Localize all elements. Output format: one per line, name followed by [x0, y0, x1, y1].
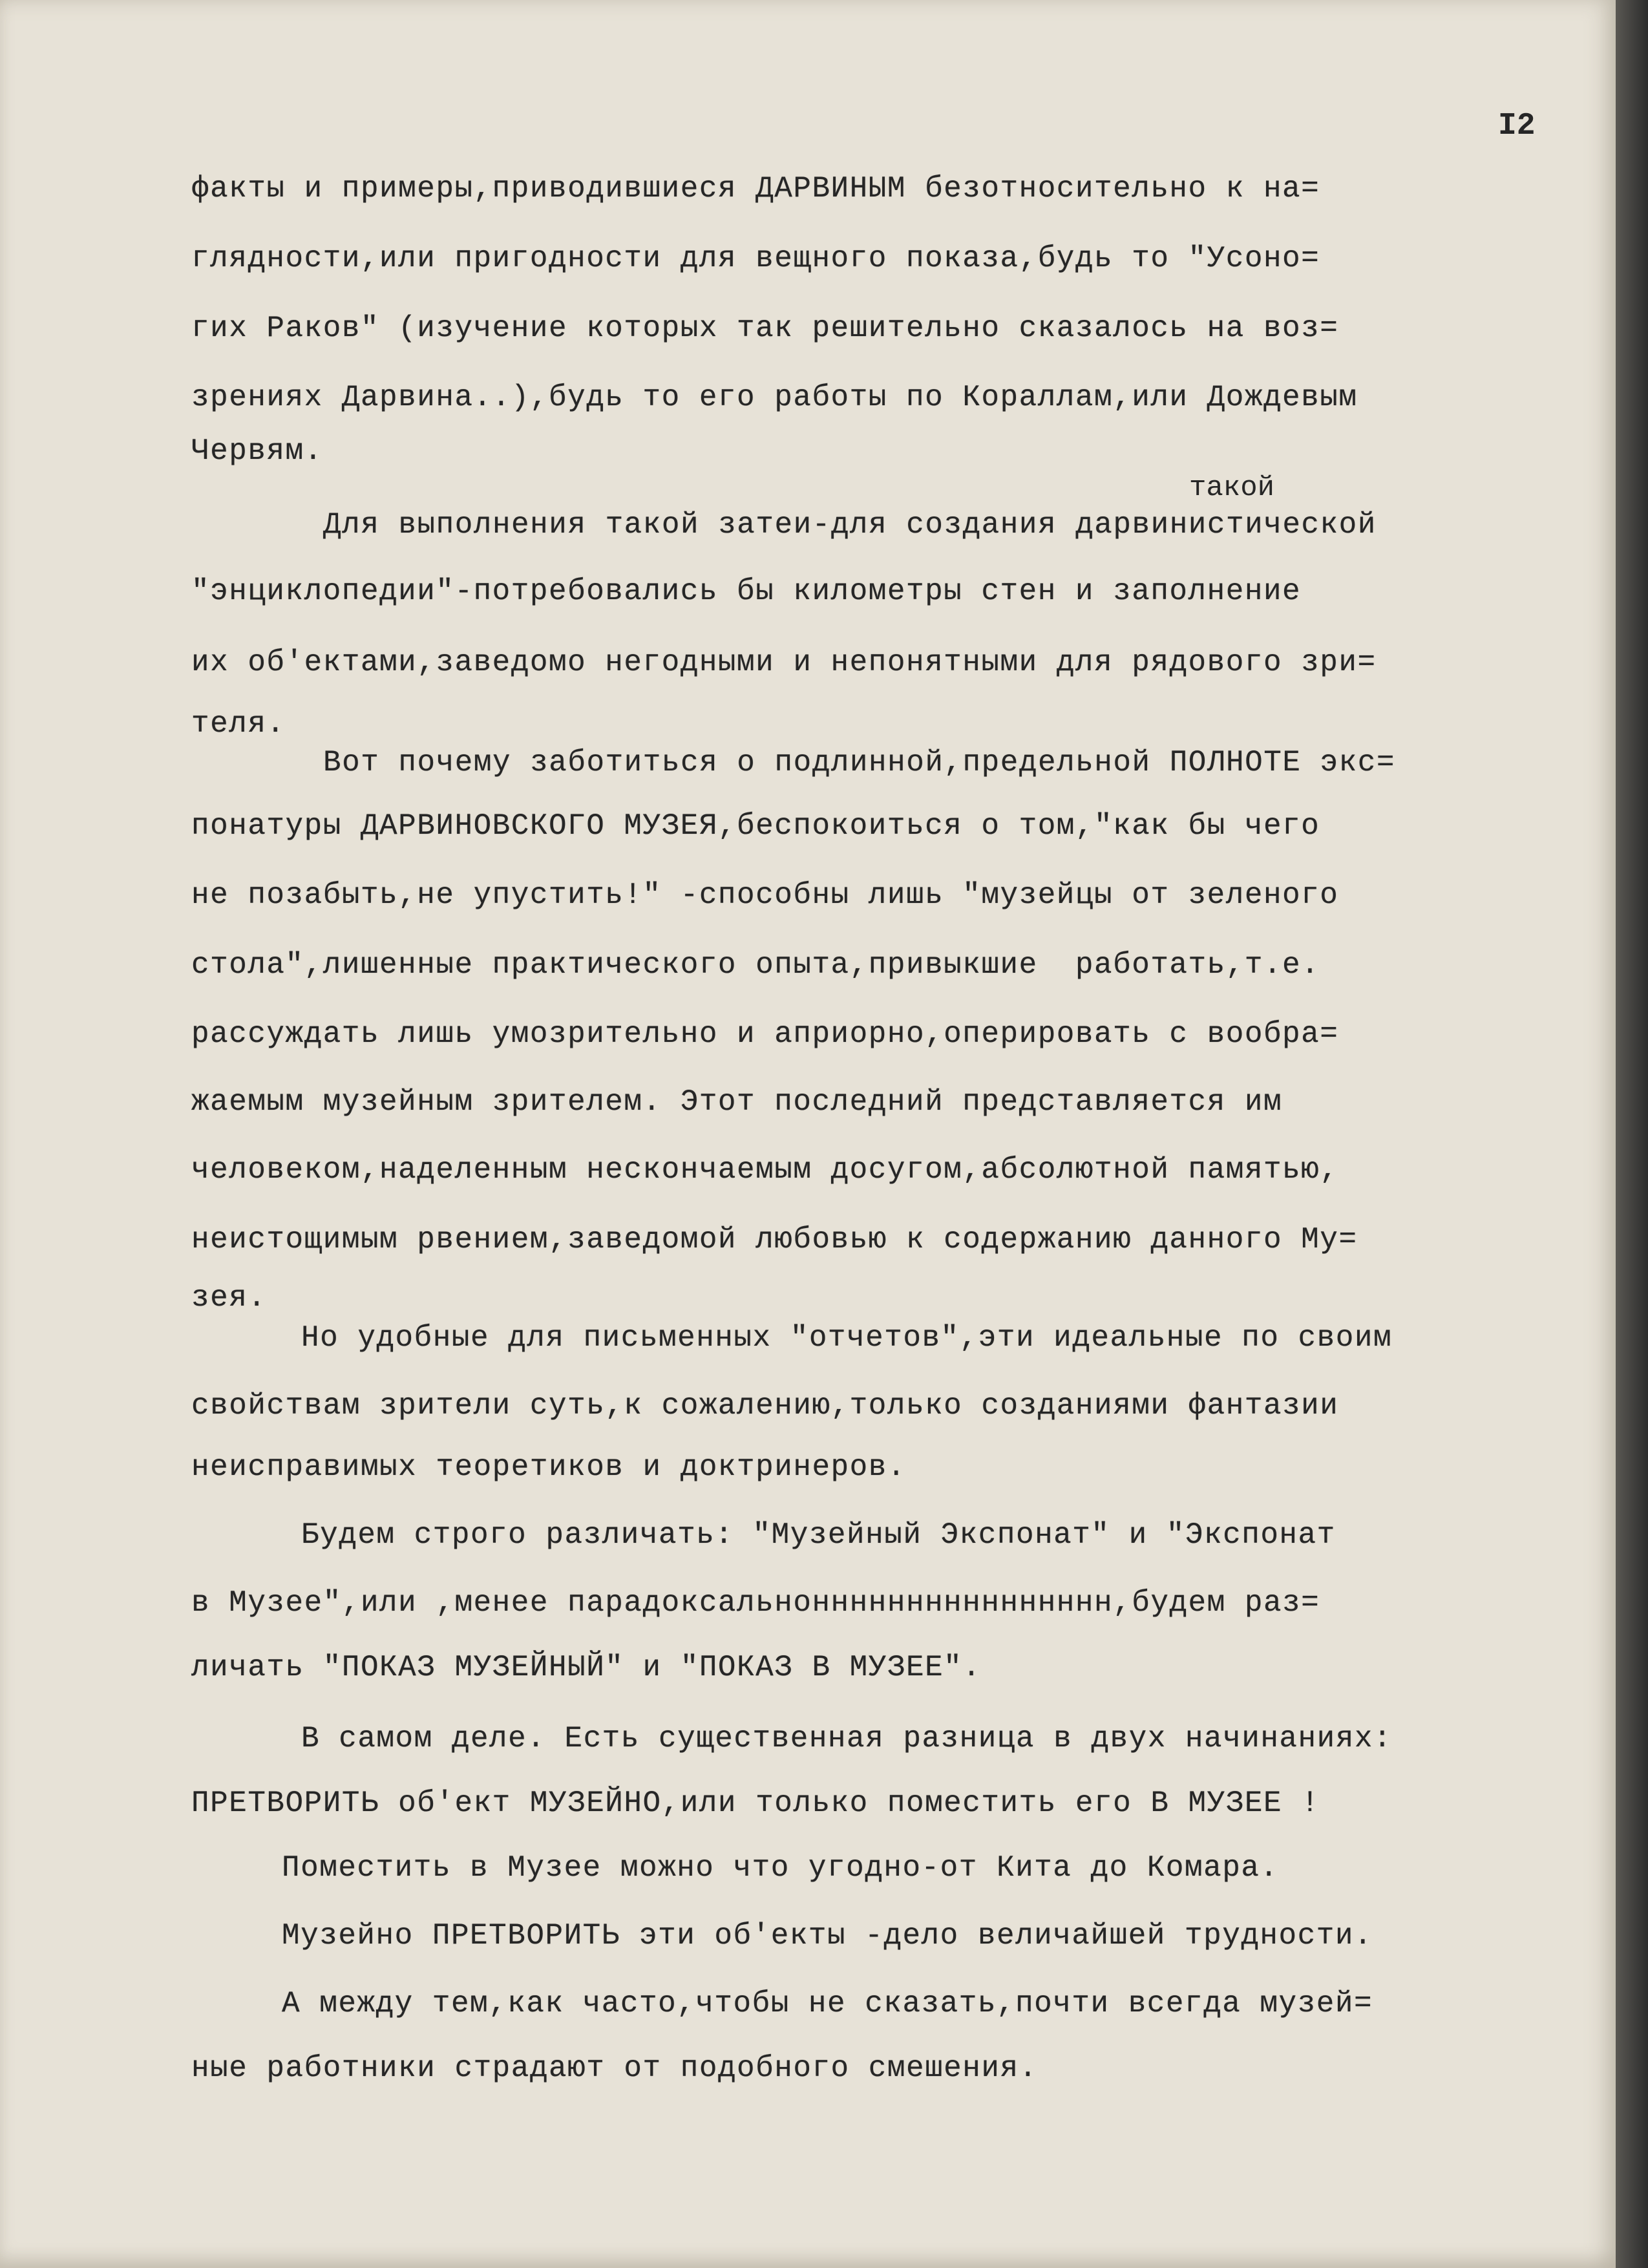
handwritten-insertion: такой: [1189, 472, 1275, 504]
scan-background-edge: [1616, 0, 1648, 2268]
text-line: свойствам зрители суть,к сожалению,только созданиями фантазии: [191, 1389, 1339, 1423]
text-line: Но удобные для письменных "отчетов",эти идеальные по своим: [301, 1321, 1393, 1355]
text-line: неистощимым рвением,заведомой любовью к содержанию данного Му=: [191, 1223, 1358, 1256]
text-line: глядности,или пригодности для вещного показа,будь то "Усоно=: [191, 242, 1320, 275]
text-line: Поместить в Музее можно что угодно-от Кита до Комара.: [282, 1851, 1279, 1885]
text-line: ПРЕТВОРИТЬ об'ект МУЗЕЙНО,или только поместить его В МУЗЕЕ !: [191, 1786, 1320, 1820]
text-line: неисправимых теоретиков и доктринеров.: [191, 1450, 906, 1484]
text-line: зея.: [191, 1281, 267, 1315]
text-line: зрениях Дарвина..),будь то его работы по Кораллам,или Дождевым: [191, 381, 1358, 414]
text-line: факты и примеры,приводившиеся ДАРВИНЫМ безотносительно к на=: [191, 172, 1320, 206]
text-line: понатуры ДАРВИНОВСКОГО МУЗЕЯ,беспокоиться о том,"как бы чего: [191, 809, 1320, 843]
text-line: в Музее",или ,менее парадоксальнонннннннннннннннн,будем раз=: [191, 1586, 1320, 1620]
text-line: "энциклопедии"-потребовались бы километры стен и заполнение: [191, 575, 1302, 608]
text-line: теля.: [191, 707, 286, 741]
text-line: ные работники страдают от подобного смешения.: [191, 2051, 1038, 2085]
text-line: Музейно ПРЕТВОРИТЬ эти об'екты -дело величайшей трудности.: [282, 1919, 1373, 1953]
text-line: Вот почему заботиться о подлинной,предельной ПОЛНОТЕ экс=: [323, 746, 1395, 779]
text-line: Червям.: [191, 434, 323, 468]
text-line: рассуждать лишь умозрительно и априорно,оперировать с вообра=: [191, 1017, 1339, 1051]
text-line: человеком,наделенным нескончаемым досугом,абсолютной памятью,: [191, 1153, 1339, 1187]
text-line: жаемым музейным зрителем. Этот последний представляется им: [191, 1085, 1283, 1119]
text-line: А между тем,как часто,чтобы не сказать,почти всегда музей=: [282, 1987, 1373, 2020]
text-line: личать "ПОКАЗ МУЗЕЙНЫЙ" и "ПОКАЗ В МУЗЕЕ".: [191, 1651, 982, 1684]
text-line: гих Раков" (изучение которых так решительно сказалось на воз=: [191, 312, 1339, 345]
text-line: Для выполнения такой затеи-для создания дарвинистической: [323, 508, 1377, 542]
text-line: их об'ектами,заведомо негодными и непонятными для рядового зри=: [191, 646, 1377, 679]
text-line: Будем строго различать: "Музейный Экспонат" и "Экспонат: [301, 1518, 1336, 1552]
text-line: стола",лишенные практического опыта,привыкшие работать,т.е.: [191, 948, 1320, 982]
text-line: не позабыть,не упустить!" -способны лишь "музейцы от зеленого: [191, 878, 1339, 912]
page-number: I2: [1498, 109, 1536, 143]
text-line: В самом деле. Есть существенная разница в двух начинаниях:: [301, 1722, 1393, 1755]
